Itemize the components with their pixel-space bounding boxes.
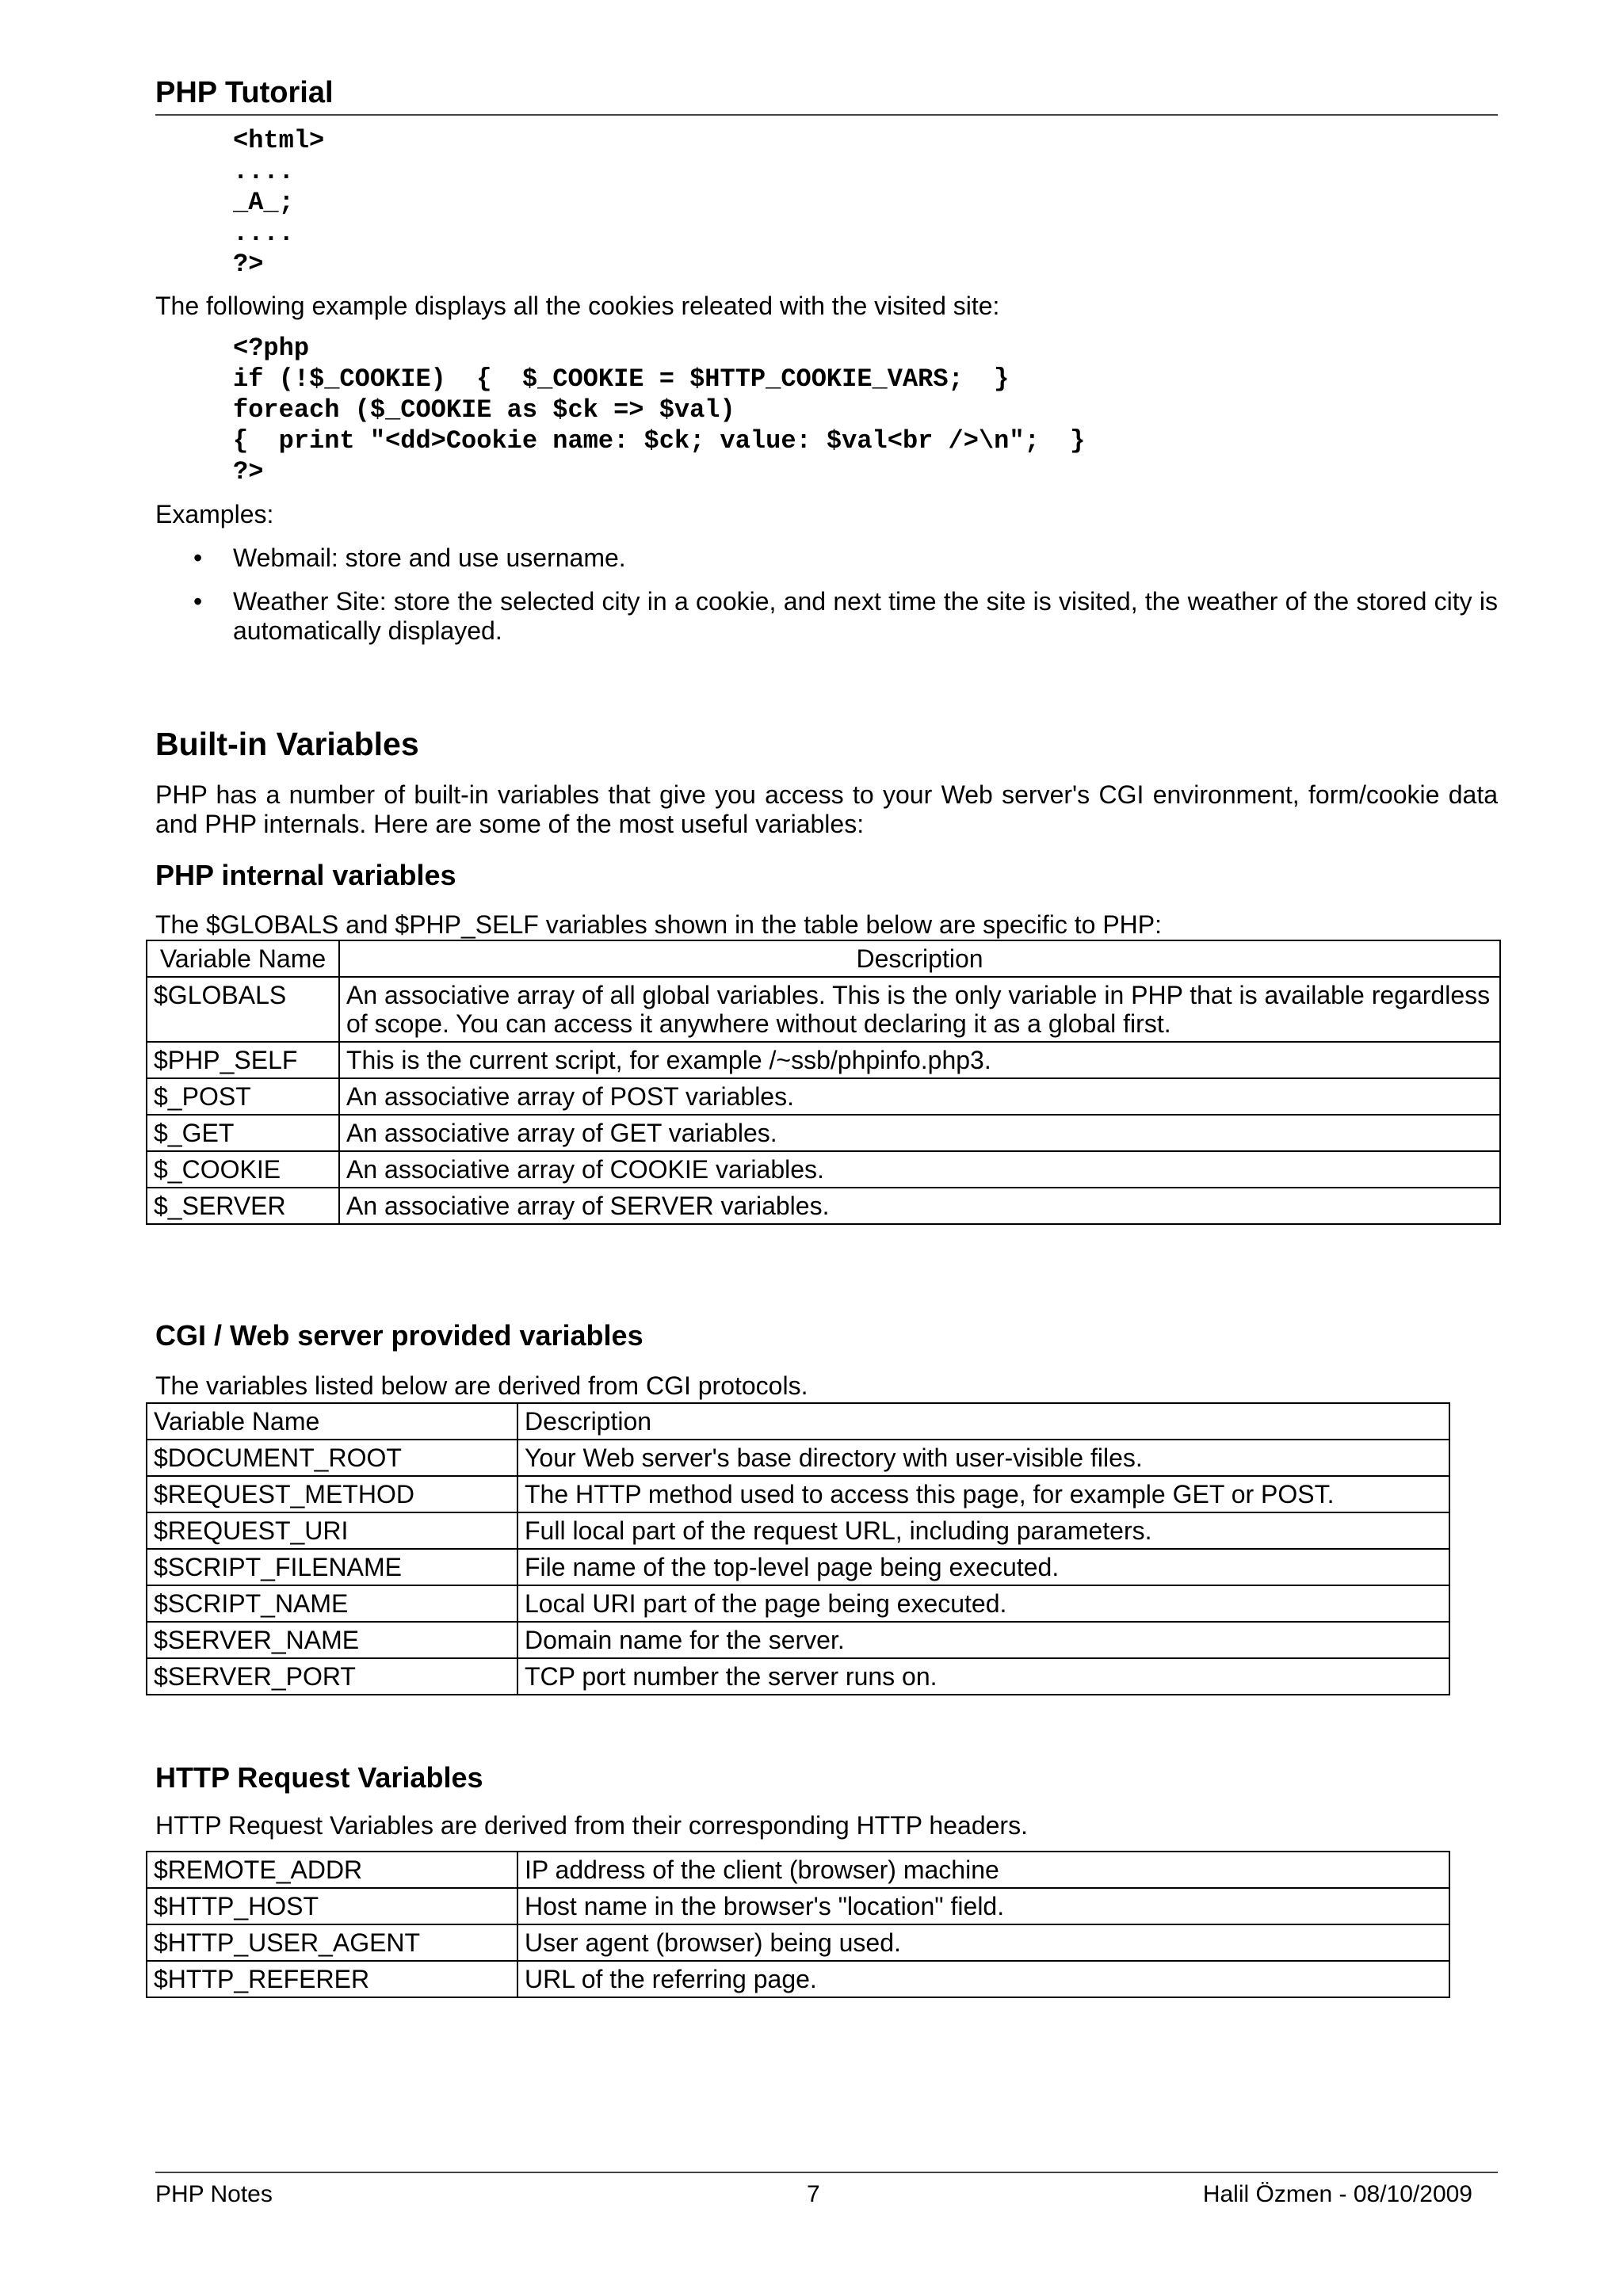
bullet-icon: • (193, 587, 203, 616)
variable-description-cell: An associative array of POST variables. (339, 1078, 1500, 1115)
code-block-html (233, 125, 324, 280)
variable-description-cell: An associative array of all global variables. This is the only variable in PHP that is available regardless of scope. You can access it anywhere without declaring it as a global first. (339, 977, 1500, 1042)
variable-name-cell: $SERVER_PORT (147, 1658, 517, 1695)
http-intro-text: HTTP Request Variables are derived from their corresponding HTTP headers. (155, 1811, 1028, 1840)
variable-description-cell: IP address of the client (browser) machine (517, 1852, 1449, 1888)
variable-description-cell: The HTTP method used to access this page, for example GET or POST. (517, 1476, 1449, 1512)
variable-description-cell: Domain name for the server. (517, 1622, 1449, 1658)
variable-name-cell: $PHP_SELF (147, 1042, 339, 1078)
table-row (147, 1078, 1500, 1115)
code-line: if (!$_COOKIE) { $_COOKIE = $HTTP_COOKIE_VARS; } (233, 364, 1010, 394)
variable-name-cell: $HTTP_HOST (147, 1888, 517, 1924)
code-line: <html> (233, 126, 325, 155)
header-rule (155, 114, 1498, 116)
internal-variables-heading: PHP internal variables (155, 859, 456, 891)
cgi-variables-heading: CGI / Web server provided variables (155, 1319, 643, 1352)
list-item-text: Weather Site: store the selected city in a cookie, and next time the site is visited, the weather of the stored city is automatically displayed. (233, 587, 1498, 645)
footer-page-number: 7 (807, 2181, 820, 2207)
table-header-row (147, 940, 1500, 977)
list-item (155, 587, 1498, 646)
examples-label: Examples: (155, 500, 274, 528)
variable-name-cell: $HTTP_USER_AGENT (147, 1924, 517, 1961)
column-header-name: Variable Name (147, 940, 339, 977)
variable-description-cell: Your Web server's base directory with user-visible files. (517, 1440, 1449, 1476)
variable-name-cell: $HTTP_REFERER (147, 1961, 517, 1997)
variable-name-cell: $_POST (147, 1078, 339, 1115)
table-row (147, 1961, 1449, 1997)
variable-name-cell: $_GET (147, 1115, 339, 1151)
table-row (147, 1658, 1449, 1695)
variable-name-cell: $SERVER_NAME (147, 1622, 517, 1658)
table-row (147, 1151, 1500, 1188)
variable-description-cell: User agent (browser) being used. (517, 1924, 1449, 1961)
http-request-variables-table (146, 1851, 1450, 1998)
variable-description-cell: Local URI part of the page being executed. (517, 1585, 1449, 1622)
builtin-variables-heading: Built-in Variables (155, 726, 419, 762)
variable-name-cell: $SCRIPT_FILENAME (147, 1549, 517, 1585)
running-header-title: PHP Tutorial (155, 76, 334, 109)
internal-intro-text: The $GLOBALS and $PHP_SELF variables shown in the table below are specific to PHP: (155, 910, 1163, 939)
variable-description-cell: URL of the referring page. (517, 1961, 1449, 1997)
code-line: .... (233, 219, 294, 248)
code-line: ?> (233, 250, 264, 279)
variable-description-cell: An associative array of GET variables. (339, 1115, 1500, 1151)
variable-description-cell: Host name in the browser's "location" field. (517, 1888, 1449, 1924)
internal-variables-table (146, 940, 1501, 1225)
table-row (147, 1512, 1449, 1549)
variable-name-cell: $REQUEST_METHOD (147, 1476, 517, 1512)
footer-author-date: Halil Özmen - 08/10/2009 (1202, 2181, 1472, 2207)
table-row (147, 1852, 1449, 1888)
variable-description-cell: Full local part of the request URL, including parameters. (517, 1512, 1449, 1549)
table-row (147, 1188, 1500, 1224)
http-request-variables-heading: HTTP Request Variables (155, 1761, 483, 1794)
code-line: ?> (233, 457, 264, 486)
variable-name-cell: $_COOKIE (147, 1151, 339, 1188)
variable-description-cell: This is the current script, for example /~ssb/phpinfo.php3. (339, 1042, 1500, 1078)
table-row (147, 1115, 1500, 1151)
variable-description-cell: File name of the top-level page being executed. (517, 1549, 1449, 1585)
variable-name-cell: $REMOTE_ADDR (147, 1852, 517, 1888)
table-row (147, 1440, 1449, 1476)
code-line: foreach ($_COOKIE as $ck => $val) (233, 395, 735, 425)
table-row (147, 1924, 1449, 1961)
table-row (147, 1888, 1449, 1924)
code-block-cookies (233, 333, 1085, 487)
table-row (147, 1042, 1500, 1078)
variable-description-cell: An associative array of COOKIE variables. (339, 1151, 1500, 1188)
code-line: { print "<dd>Cookie name: $ck; value: $val<br />\n"; } (233, 426, 1086, 456)
variable-description-cell: An associative array of SERVER variables. (339, 1188, 1500, 1224)
table-row (147, 1622, 1449, 1658)
bullet-icon: • (193, 543, 203, 572)
list-item (155, 543, 1498, 573)
table-row (147, 1476, 1449, 1512)
footer-left-text: PHP Notes (155, 2181, 273, 2207)
variable-name-cell: $_SERVER (147, 1188, 339, 1224)
code-line: _A_; (233, 188, 294, 217)
variable-name-cell: $DOCUMENT_ROOT (147, 1440, 517, 1476)
table-row (147, 1585, 1449, 1622)
variable-description-cell: TCP port number the server runs on. (517, 1658, 1449, 1695)
cgi-intro-text: The variables listed below are derived from CGI protocols. (155, 1371, 808, 1400)
column-header-description: Description (517, 1403, 1449, 1440)
variable-name-cell: $REQUEST_URI (147, 1512, 517, 1549)
table-header-row (147, 1403, 1449, 1440)
list-item-text: Webmail: store and use username. (233, 543, 626, 572)
code-line: .... (233, 157, 294, 186)
variable-name-cell: $GLOBALS (147, 977, 339, 1042)
cookies-intro-text: The following example displays all the cookies releated with the visited site: (155, 292, 1000, 320)
table-row (147, 977, 1500, 1042)
column-header-description: Description (339, 940, 1500, 977)
examples-list (155, 543, 1498, 660)
code-line: <?php (233, 334, 310, 363)
builtin-intro-text: PHP has a number of built-in variables that give you access to your Web server's CGI environment, form/cookie data and PHP internals. Here are some of the most useful variables: (155, 780, 1498, 838)
footer-rule (155, 2172, 1498, 2173)
column-header-name: Variable Name (147, 1403, 517, 1440)
cgi-variables-table (146, 1402, 1450, 1695)
table-row (147, 1549, 1449, 1585)
variable-name-cell: $SCRIPT_NAME (147, 1585, 517, 1622)
